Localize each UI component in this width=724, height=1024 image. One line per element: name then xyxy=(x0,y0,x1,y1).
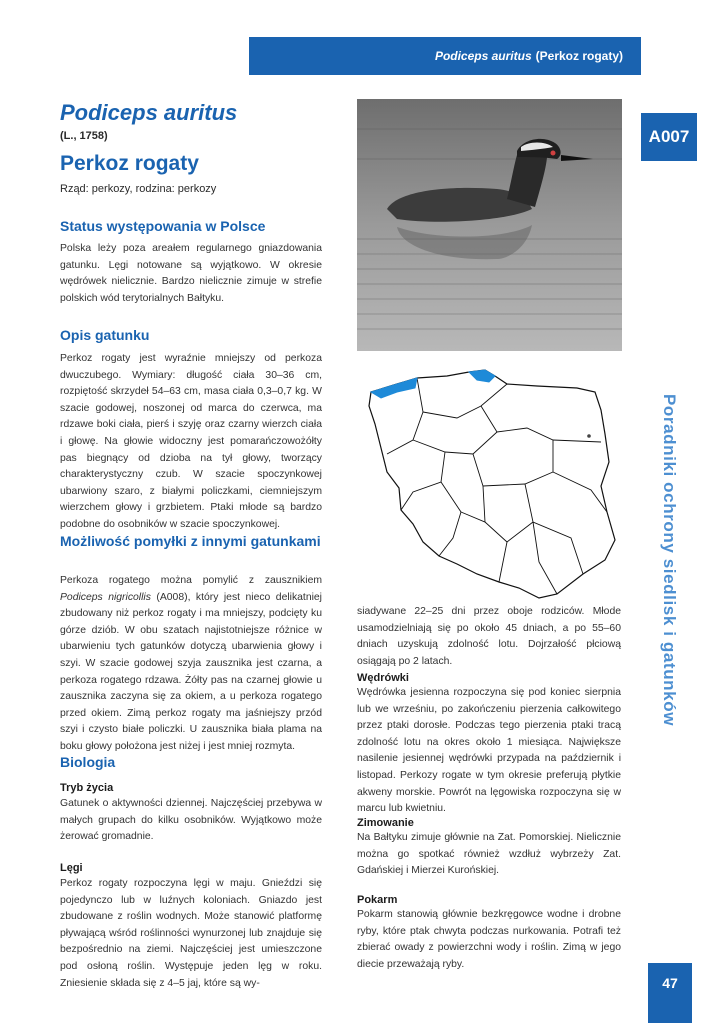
subheading-wedrowki: Wędrówki xyxy=(357,672,409,684)
subheading-zimowanie: Zimowanie xyxy=(357,817,414,829)
zimowanie-text: Na Bałtyku zimuje głównie na Zat. Pomorskiej. Nielicznie można go spotkać również wzdłuż wybrzeży Zat. Gdańskiej i Mierzei Kurońskiej. xyxy=(357,832,621,877)
subheading-pokarm: Pokarm xyxy=(357,894,398,906)
species-polish-title: Perkoz rogaty xyxy=(60,152,199,175)
classification: Rząd: perkozy, rodzina: perkozy xyxy=(60,183,217,195)
running-header xyxy=(249,37,641,75)
species-code-badge: A007 xyxy=(641,113,697,161)
bird-photo xyxy=(357,99,622,351)
pokarm-text: Pokarm stanowią głównie bezkręgowce wodne i drobne ryby, które ptak chwyta podczas nurkowania. Potrafi też zbierać owady z powierzchni wody i roślin. Zimą w jego diecie przeważają ryby. xyxy=(357,909,621,970)
section-heading-status: Status występowania w Polsce xyxy=(60,218,266,234)
distribution-point xyxy=(587,434,591,438)
poland-distribution-map xyxy=(357,362,622,612)
side-series-title: Poradniki ochrony siedlisk i gatunków xyxy=(660,393,679,727)
page-number: 47 xyxy=(648,963,692,1023)
section-heading-biologia: Biologia xyxy=(60,754,116,770)
subheading-tryb-zycia: Tryb życia xyxy=(60,782,114,794)
status-text: Polska leży poza areałem regularnego gniazdowania gatunku. Lęgi notowane są wyjątkowo. W okresie wędrówek nielicznie. Bardzo nielicznie zimuje w strefie polskich wód terytorialnych Bałtyku. xyxy=(60,243,322,304)
opis-text: Perkoz rogaty jest wyraźnie mniejszy od perkoza dwuczubego. Wymiary: długość ciała 30–36 cm, rozpiętość skrzydeł 54–63 cm, masa ciała 0,3–0,7 kg. W szacie godowej, noszonej od marca do czerwca, ma rdzawe boki ciała, pierś i szyję oraz czarny wierzch ciała i głowę. Na głowie widoczny jest pomarańczowożółty pas biegnący od dzioba na tył głowy, tworzący charakterystyczny czub. W szacie spoczynkowej ubarwiony szaro, z białymi policzkami, ciemniejszym wierzchem głowy i grzbietem. Ptaki młode są bardzo podobne do osobników w szacie spoczynkowej. xyxy=(60,353,322,530)
legi-text: Perkoz rogaty rozpoczyna lęgi w maju. Gnieździ się pojedynczo lub w luźnych koloniach. Gniazdo jest zbudowane z roślin wodnych. Może stanowić platformę pływającą wśród roślinności wynurzonej lub znajduje się bezpośrednio na ziemi. Najczęściej jest umieszczone pod osłoną roślin. Występuje jeden lęg w roku. Zniesienie składa się z 4–5 jaj, które są wy- xyxy=(60,878,322,989)
legi-text-continued: siadywane 22–25 dni przez oboje rodziców. Młode usamodzielniają się po około 45 dniach, a po 55–60 dniach uzyskują zdolność lotu. Dojrzałość płciową osiągają po 2 latach. xyxy=(357,606,621,667)
section-heading-opis: Opis gatunku xyxy=(60,327,150,343)
wedrowki-text: Wędrówka jesienna rozpoczyna się pod koniec sierpnia lub we wrześniu, po zakończeniu pierzenia całkowitego przez ptaki dorosłe. Podczas tego pierzenia ptaki tracą zdolność lotu na okres około 1 miesiąca. Największe nasilenie jesiennej wędrówki przypada na październik i listopad. Perkozy rogate w tym okresie preferują płytkie akweny morskie. Powrót na lęgowiska rozpoczyna się w marcu lub kwietniu. xyxy=(357,687,621,815)
species-author: (L., 1758) xyxy=(60,130,108,142)
section-heading-pomylki: Możliwość pomyłki z innymi gatunkami xyxy=(60,533,321,549)
species-latin-title: Podiceps auritus xyxy=(60,100,238,125)
header-polish: (Perkoz rogaty) xyxy=(535,49,623,63)
pomylki-text: Perkoza rogatego można pomylić z zausznikiem Podiceps nigricollis (A008), który jest nieco delikatniej zbudowany niż perkoz rogaty i ma mniejszy, podcięty ku górze dziób. W obu szatach najistotniejsze różnice w ubarwieniu tych gatunków dotyczą ubarwienia głowy i szyi. W szacie godowej szyja zausznika jest czarna, a perkoza rogatego rdzawa. Żółty pas na czarnej głowie u zausznika zaczyna się za okiem, a u perkoza rogatego przed okiem. Zimą perkoz rogaty ma jaśniejszy przód szyi i czysto białe policzki. U zausznika biała plama na boku głowy położona jest niżej i jest mniej rozmyta. xyxy=(60,575,322,752)
water-background xyxy=(357,99,622,351)
header-latin: Podiceps auritus xyxy=(434,49,532,63)
subheading-legi: Lęgi xyxy=(60,862,83,874)
tryb-zycia-text: Gatunek o aktywności dziennej. Najczęściej przebywa w małych grupach do kilku osobników. Wyjątkowo może żerować gromadnie. xyxy=(60,798,322,843)
